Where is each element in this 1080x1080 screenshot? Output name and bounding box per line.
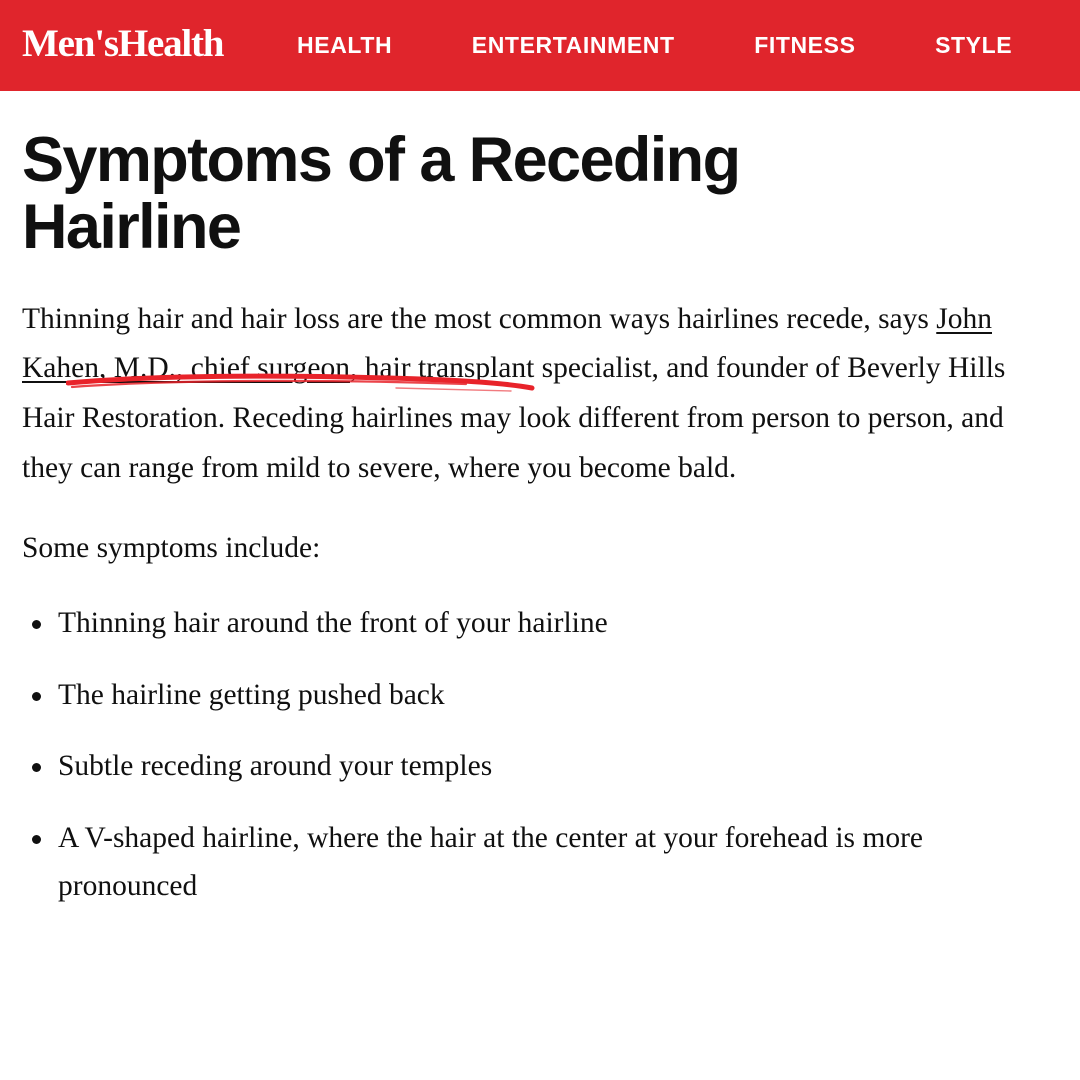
nav-item-entertainment[interactable]: ENTERTAINMENT: [471, 32, 675, 58]
article-body: [0, 91, 1080, 911]
expert-source-link[interactable]: John Kahen, M.D., chief surgeon: [22, 302, 992, 385]
main-navigation: [257, 32, 1052, 59]
symptom-list: [22, 600, 1034, 911]
intro-text-after: , hair transplant specialist, and founder of Beverly Hills Hair Restoration. Receding hairlines may look different from person to person, and they can range from mild to severe, where you become bald.: [22, 352, 1006, 485]
page-title: Symptoms of a Receding Hairline: [22, 125, 740, 262]
list-item: Subtle receding around your temples: [22, 743, 1034, 791]
list-item: The hairline getting pushed back: [22, 672, 1034, 720]
nav-item-style[interactable]: STYLE: [935, 32, 1013, 58]
site-header: [0, 0, 1080, 91]
intro-paragraph: [22, 295, 1034, 494]
intro-text-before: Thinning hair and hair loss are the most common ways hairlines recede, says: [22, 302, 937, 335]
site-logo[interactable]: Men'sHealth: [22, 22, 224, 65]
symptoms-lead-in: Some symptoms include:: [22, 531, 321, 564]
nav-item-fitness[interactable]: FITNESS: [754, 32, 856, 58]
list-item: Thinning hair around the front of your hairline: [22, 600, 1034, 648]
list-item: A V-shaped hairline, where the hair at the center at your forehead is more pronounced: [22, 815, 1034, 911]
nav-item-health[interactable]: HEALTH: [297, 32, 393, 58]
